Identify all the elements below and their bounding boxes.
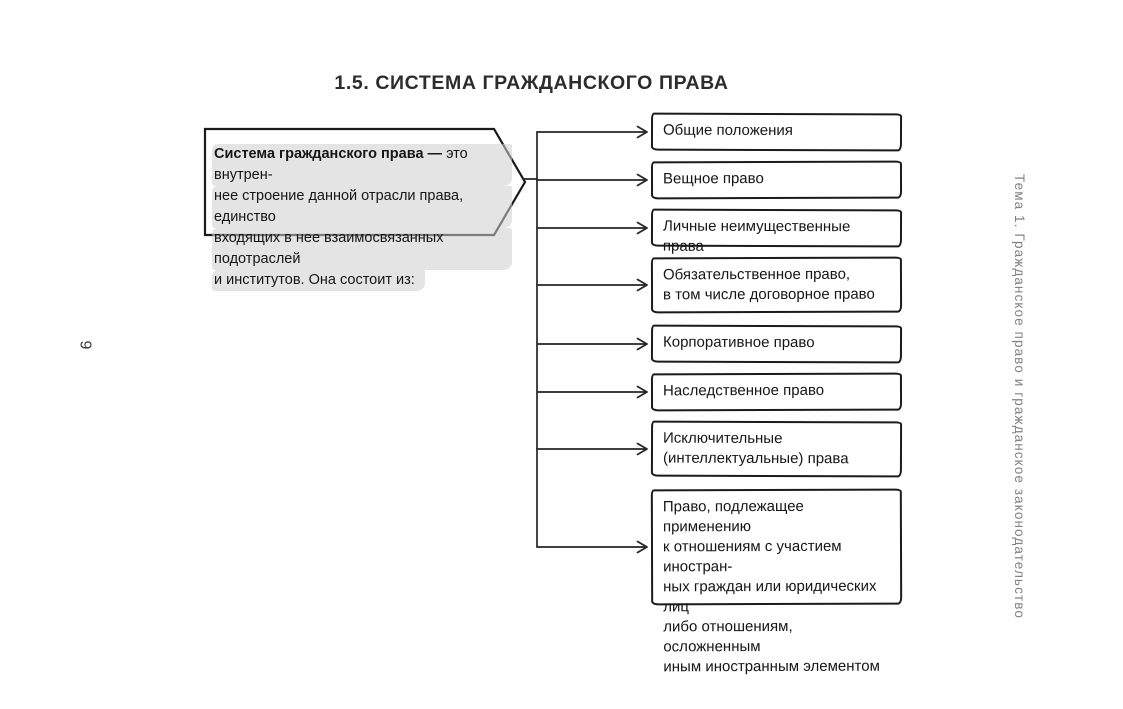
branch-box-nasledstvennoe-pravo: Наследственное право bbox=[651, 373, 902, 412]
branch-arrow-3 bbox=[537, 223, 647, 234]
branch-arrow-7 bbox=[537, 444, 647, 455]
branch-box-lichnye-neimushchestvennye: Личные неимущественные права bbox=[651, 209, 902, 248]
definition-line bbox=[212, 144, 512, 186]
branch-arrow-2 bbox=[537, 175, 647, 186]
running-side-header: Тема 1. Гражданское право и гражданское законодательство bbox=[1012, 174, 1027, 619]
branch-box-korporativnoe-pravo: Корпоративное право bbox=[651, 325, 902, 364]
branch-arrow-5 bbox=[537, 339, 647, 350]
definition-line: и институтов. Она состоит из: bbox=[212, 270, 425, 291]
branch-box-veshchnoe-pravo: Вещное право bbox=[651, 161, 902, 200]
branch-arrow-1 bbox=[537, 127, 647, 138]
definition-line: входящих в нее взаимосвязанных подотраслей bbox=[212, 228, 512, 270]
definition-line: нее строение данной отрасли права, единство bbox=[212, 186, 512, 228]
branch-box-isklyuchitelnye-prava: Исключительные (интеллектуальные) права bbox=[651, 421, 902, 478]
branch-arrow-6 bbox=[537, 387, 647, 398]
branch-arrow-4 bbox=[537, 280, 647, 291]
branch-arrow-8 bbox=[537, 542, 647, 553]
branch-box-obyazatelstvennoe-pravo: Обязательственное право, в том числе договорное право bbox=[651, 257, 902, 314]
page-number: 9 bbox=[76, 340, 94, 350]
definition-term: Система гражданского права — bbox=[214, 146, 443, 162]
branch-box-mezhdunarodnoe-chastnoe-pravo: Право, подлежащее применению к отношениям с участием иностран- ных граждан или юридических лиц либо отношениям, осложненным иным иностранным элементом bbox=[651, 489, 902, 606]
branch-box-obshchie-polozheniya: Общие положения bbox=[651, 113, 902, 152]
definition-line-rest: это внутрен- bbox=[214, 146, 468, 183]
definition-text bbox=[212, 144, 512, 291]
page-title: 1.5. СИСТЕМА ГРАЖДАНСКОГО ПРАВА bbox=[334, 72, 729, 94]
